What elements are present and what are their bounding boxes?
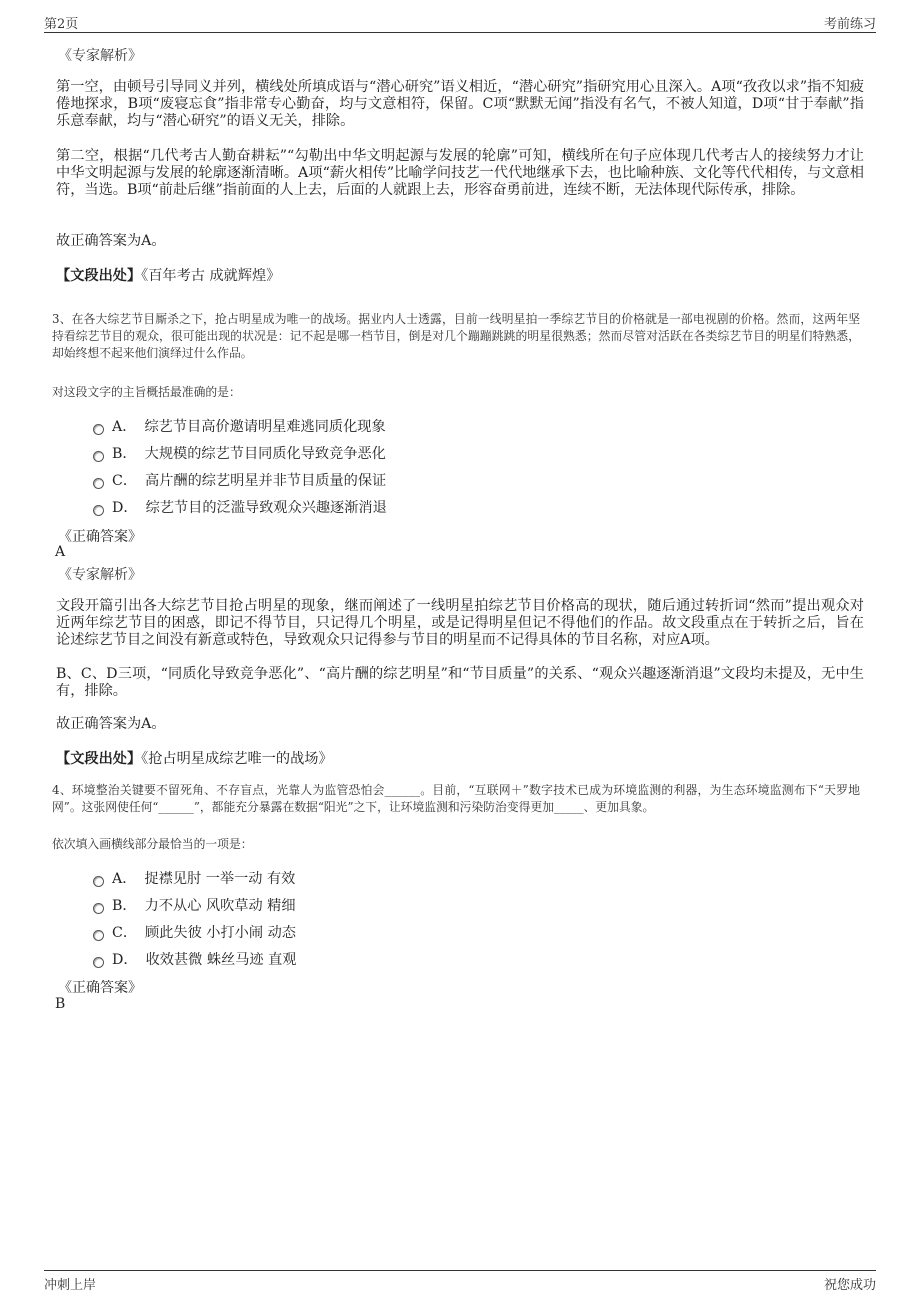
radio-button-icon[interactable]: [93, 478, 104, 489]
question-3-prompt: 对这段文字的主旨概括最准确的是：: [52, 385, 241, 399]
radio-button-icon[interactable]: [93, 505, 104, 516]
conclusion-text: 故正确答案为A。: [56, 716, 166, 732]
radio-button-icon[interactable]: [93, 876, 104, 887]
source-title: 《百年考古 成就辉煌》: [141, 268, 281, 284]
analysis-paragraph-2: B、C、D三项，“同质化导致竞争恶化”、“高片酬的综艺明星”和“节目质量”的关系、“观众兴趣逐渐消退”文段均未提及，无中生有，排除。: [56, 666, 864, 699]
page-number: 第2页: [44, 17, 79, 32]
option-c[interactable]: C． 高片酬的综艺明星并非节目质量的保证: [93, 470, 386, 492]
analysis-paragraph-1: 文段开篇引出各大综艺节目抢占明星的现象，继而阐述了一线明星拍综艺节目价格高的现状，随后通过转折词“然而”提出观众对近两年综艺节目的困惑，即记不得节目，只记得几个明星，或是记得明星但记不得他们的作品。故文段重点在于转折之后，旨在论述综艺节目之间没有新意或特色，导致观众只记得参与节目的明星而不记得具体的节目名称，对应A项。: [56, 598, 864, 648]
option-a[interactable]: A． 综艺节目高价邀请明星难逃同质化现象: [93, 416, 386, 438]
source-title: 《抢占明星成综艺唯一的战场》: [141, 751, 333, 767]
radio-button-icon[interactable]: [93, 957, 104, 968]
section-label: 考前练习: [823, 17, 876, 32]
correct-answer-value: A: [55, 544, 66, 560]
question-4-stem: 4、环境整治关键要不留死角、不存盲点，光靠人为监管恐怕会______。目前，“互联网＋”数字技术已成为环境监测的利器，为生态环境监测布下“天罗地网”。这张网使任何“______”，都能充分暴露在数据“阳光”之下，让环境监测和污染防治变得更加_____、更加具象。: [52, 783, 860, 814]
page-footer: [44, 1270, 876, 1293]
option-d[interactable]: D． 收效甚微 蛛丝马迹 直观: [93, 949, 296, 971]
footer-right-text: 祝您成功: [823, 1278, 876, 1293]
option-d[interactable]: D． 综艺节目的泛滥导致观众兴趣逐渐消退: [93, 497, 387, 519]
option-b[interactable]: B． 大规模的综艺节目同质化导致竞争恶化: [93, 443, 386, 465]
question-4-prompt: 依次填入画横线部分最恰当的一项是：: [52, 837, 253, 851]
radio-button-icon[interactable]: [93, 930, 104, 941]
analysis-paragraph-2: 第二空，根据“几代考古人勤奋耕耘”“勾勒出中华文明起源与发展的轮廓”可知，横线所在句子应体现几代考古人的接续努力才让中华文明起源与发展的轮廓逐渐清晰。A项“薪火相传”比喻学问技艺一代代地继承下去，也比喻种族、文化等代代相传，与文意相符，当选。B项“前赴后继”指前面的人上去，后面的人就跟上去，形容奋勇前进，连续不断，无法体现代际传承，排除。: [56, 148, 864, 198]
expert-analysis-label: 《专家解析》: [58, 48, 142, 64]
conclusion-text: 故正确答案为A。: [56, 233, 166, 249]
option-b[interactable]: B． 力不从心 风吹草动 精细: [93, 895, 296, 917]
source-citation: [56, 748, 333, 768]
radio-button-icon[interactable]: [93, 451, 104, 462]
option-a[interactable]: A． 捉襟见肘 一举一动 有效: [93, 868, 295, 890]
correct-answer-value: B: [55, 996, 66, 1012]
analysis-paragraph-1: 第一空，由顿号引导同义并列，横线处所填成语与“潜心研究”语义相近，“潜心研究”指研究用心且深入。A项“孜孜以求”指不知疲倦地探求，B项“废寝忘食”指非常专心勤奋，均与文意相符，保留。C项“默默无闻”指没有名气，不被人知道，D项“甘于奉献”指乐意奉献，均与“潜心研究”的语义无关，排除。: [56, 79, 864, 129]
footer-left-text: 冲刺上岸: [44, 1278, 97, 1293]
source-prefix: 【文段出处】: [56, 751, 142, 767]
option-c[interactable]: C． 顾此失彼 小打小闹 动态: [93, 922, 296, 944]
source-prefix: 【文段出处】: [56, 268, 142, 284]
source-citation: [56, 265, 280, 285]
page-header: [44, 12, 876, 33]
radio-button-icon[interactable]: [93, 424, 104, 435]
correct-answer-label: 《正确答案》: [58, 529, 142, 545]
question-3-stem: 3、在各大综艺节目厮杀之下，抢占明星成为唯一的战场。据业内人士透露，目前一线明星拍一季综艺节目的价格就是一部电视剧的价格。然而，这两年坚持看综艺节目的观众，很可能出现的状况是：记不起是哪一档节目，倒是对几个蹦蹦跳跳的明星很熟悉；然而尽管对活跃在各类综艺节目的明星们特熟悉，却始终想不起来他们演绎过什么作品。: [52, 312, 860, 360]
correct-answer-label: 《正确答案》: [58, 980, 142, 996]
radio-button-icon[interactable]: [93, 903, 104, 914]
expert-analysis-label: 《专家解析》: [58, 567, 142, 583]
